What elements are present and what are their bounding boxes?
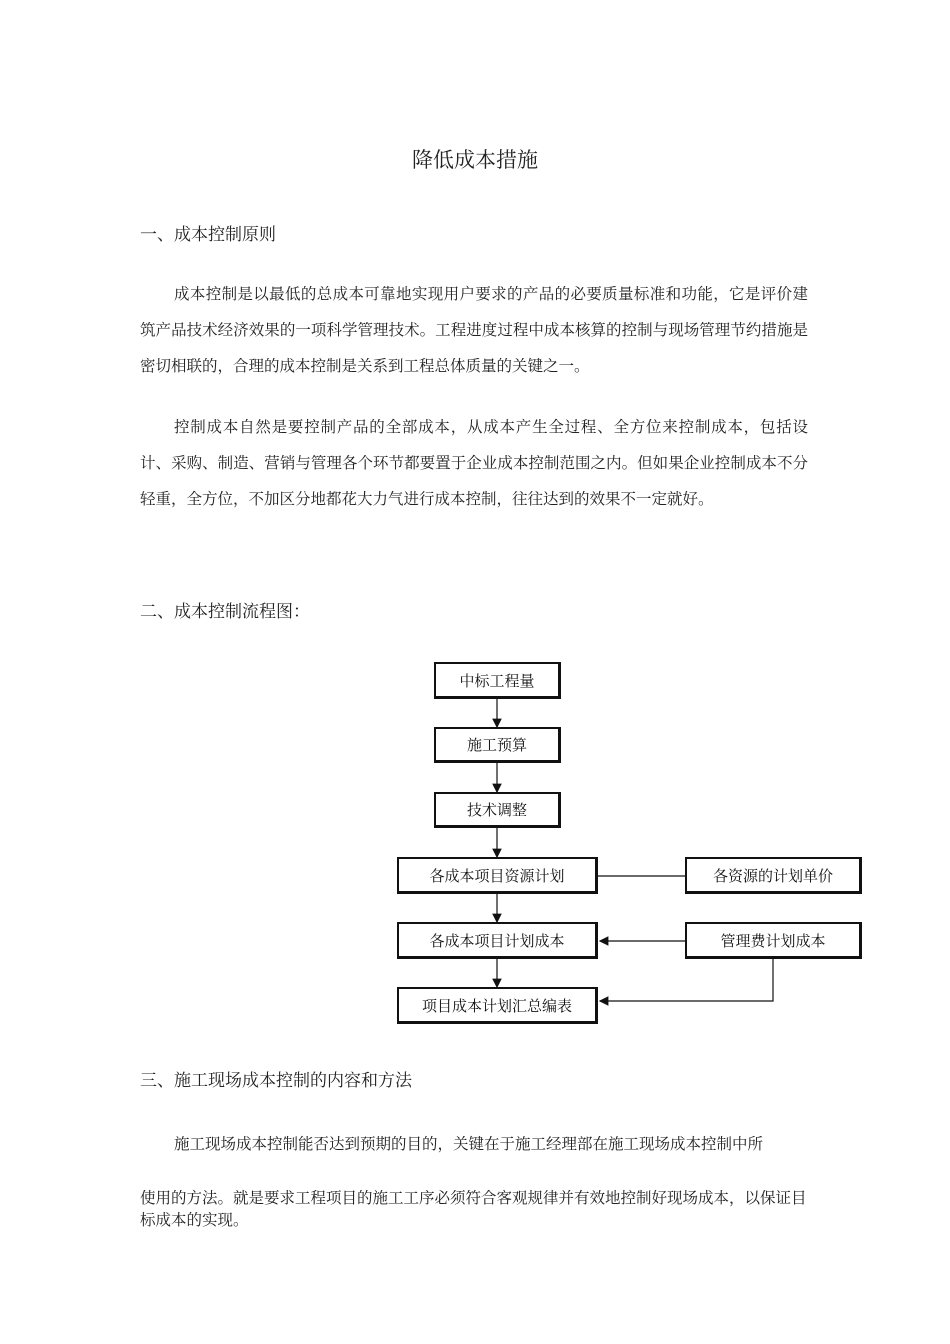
section-heading-3: 三、施工现场成本控制的内容和方法 [140, 1071, 412, 1091]
paragraph: 控制成本自然是要控制产品的全部成本，从成本产生全过程、全方位来控制成本，包括设计、采购、制造、营销与管理各个环节都要置于企业成本控制范围之内。但如果企业控制成本不分轻重，全方位，不加区分地都花大力气进行成本控制，往往达到的效果不一定就好。 [140, 418, 808, 508]
section-heading-2: 二、成本控制流程图： [140, 602, 310, 622]
flow-node-unit-price: 各资源的计划单价 [685, 857, 862, 894]
flow-node-plan-cost: 各成本项目计划成本 [397, 922, 598, 959]
page-title: 降低成本措施 [412, 148, 538, 172]
paragraph: 使用的方法。就是要求工程项目的施工工序必须符合客观规律并有效地控制好现场成本，以保证目标成本的实现。 [140, 1189, 807, 1229]
flow-node-budget: 施工预算 [434, 727, 561, 763]
paragraph: 成本控制是以最低的总成本可靠地实现用户要求的产品的必要质量标准和功能，它是评价建筑产品技术经济效果的一项科学管理技术。工程进度过程中成本核算的控制与现场管理节约措施是密切相联的，合理的成本控制是关系到工程总体质量的关键之一。 [140, 285, 808, 375]
flow-node-summary: 项目成本计划汇总编表 [397, 987, 598, 1024]
arrow-mgmt-to-summary [600, 959, 773, 1001]
paragraph: 施工现场成本控制能否达到预期的目的，关键在于施工经理部在施工现场成本控制中所 [174, 1135, 764, 1153]
flow-node-tech: 技术调整 [434, 792, 561, 828]
section-heading-1: 一、成本控制原则 [140, 225, 276, 245]
flow-node-resource-plan: 各成本项目资源计划 [397, 857, 598, 894]
flow-node-bid: 中标工程量 [434, 662, 561, 699]
flow-node-mgmt-fee: 管理费计划成本 [685, 922, 862, 959]
